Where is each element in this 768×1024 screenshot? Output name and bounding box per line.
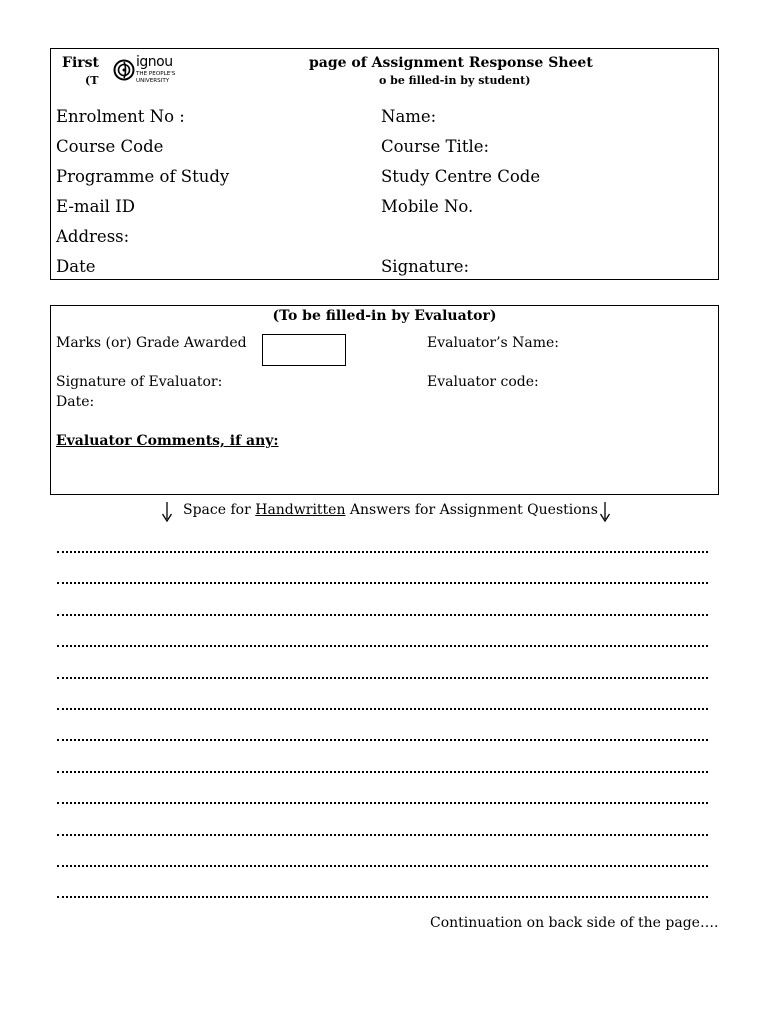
logo-tagline-1: THE PEOPLE'S — [136, 71, 176, 77]
address-label: Address: — [56, 227, 130, 246]
answer-line[interactable] — [57, 677, 708, 679]
logo-tagline-2: UNIVERSITY — [136, 78, 170, 84]
email-label: E-mail ID — [56, 197, 135, 216]
continuation-note: Continuation on back side of the page…. — [430, 915, 719, 931]
programme-label: Programme of Study — [56, 167, 230, 186]
down-arrow-icon — [598, 500, 612, 524]
signature-label: Signature: — [381, 257, 470, 276]
marks-label: Marks (or) Grade Awarded — [56, 335, 247, 351]
instruction-suffix: Answers for Assignment Questions — [345, 502, 598, 518]
evaluator-section-title: (To be filled-in by Evaluator) — [272, 308, 497, 324]
answer-line[interactable] — [57, 865, 708, 867]
instruction-handwritten: Handwritten — [255, 502, 346, 518]
ignou-emblem-icon — [113, 56, 135, 84]
evaluator-comments-label: Evaluator Comments, if any: — [56, 433, 279, 449]
logo-wordmark: ignou — [136, 54, 173, 70]
answer-line[interactable] — [57, 771, 708, 773]
answer-line[interactable] — [57, 739, 708, 741]
evaluator-date-label: Date: — [56, 394, 95, 410]
date-label: Date — [56, 257, 96, 276]
evaluator-section — [50, 305, 719, 495]
study-centre-label: Study Centre Code — [381, 167, 541, 186]
answer-line[interactable] — [57, 802, 708, 804]
down-arrow-icon — [160, 500, 174, 524]
instruction-text — [183, 502, 598, 518]
enrolment-label: Enrolment No : — [56, 107, 185, 126]
evaluator-code-label: Evaluator code: — [427, 374, 539, 390]
evaluator-signature-label: Signature of Evaluator: — [56, 374, 223, 390]
answer-line[interactable] — [57, 614, 708, 616]
sheet-subtitle: o be filled-in by student) — [379, 74, 531, 87]
course-code-label: Course Code — [56, 137, 164, 156]
answer-line[interactable] — [57, 834, 708, 836]
answer-line[interactable] — [57, 896, 708, 898]
ignou-logo — [113, 54, 185, 86]
instruction-prefix: Space for — [183, 502, 256, 518]
answer-line[interactable] — [57, 645, 708, 647]
answer-line[interactable] — [57, 708, 708, 710]
answer-line[interactable] — [57, 551, 708, 553]
header-paren-t: (T — [85, 74, 99, 87]
student-info-section — [50, 48, 719, 280]
mobile-label: Mobile No. — [381, 197, 474, 216]
sheet-title: page of Assignment Response Sheet — [309, 55, 593, 71]
header-first-label: First — [62, 55, 99, 71]
name-label: Name: — [381, 107, 437, 126]
evaluator-name-label: Evaluator’s Name: — [427, 335, 560, 351]
course-title-label: Course Title: — [381, 137, 490, 156]
grade-input-box[interactable] — [262, 334, 346, 366]
answer-line[interactable] — [57, 582, 708, 584]
